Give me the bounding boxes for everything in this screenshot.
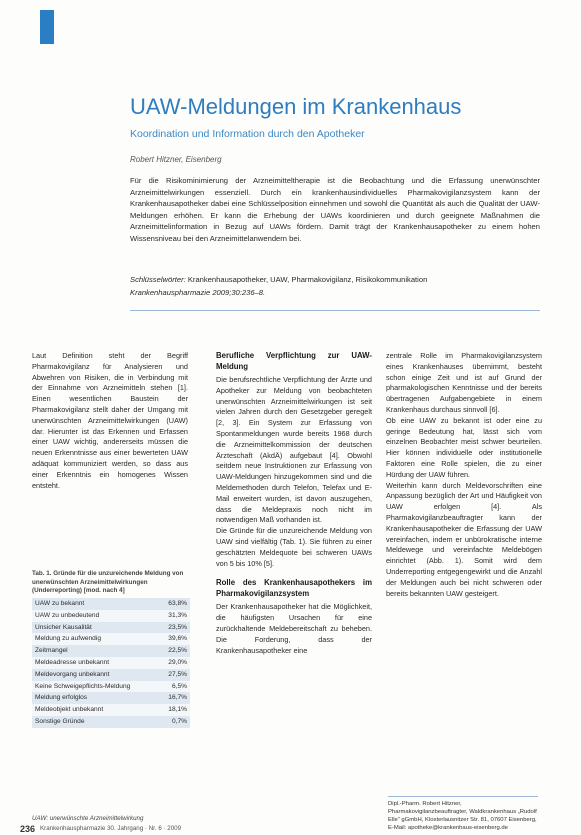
col2-paragraph-1: Die berufsrechtliche Verpflichtung der Ärzte und Apotheker zur Meldung von beobachteten unerwünschten Arzneimittelwirkungen ist seit vielen Jahren durch den Gesetzgeber geregelt [2, 3]. Ein System zur Erfassung von Spontanmeldungen wurde bereits 1968 durch die Arzneimittelkommission der deutschen Ärzteschaft (AkdÄ) aufgebaut [4]. Obwohl seitdem neue Instruktionen zur Erfassung von UAW-Meldungen hinzugekommen sind und die Meldemethoden durch Telefon, Telefax und E-Mail erweitert wurden, ist davon auszugehen, dass die Meldepraxis noch nicht im notwendigen Maß vorhanden ist. <box>216 375 372 525</box>
table-row <box>32 633 190 645</box>
journal-footer: Krankenhauspharmazie 30. Jahrgang · Nr. 6 · 2009 <box>40 825 182 832</box>
section-heading-obligation: Berufliche Verpflichtung zur UAW-Meldung <box>216 351 372 371</box>
header-divider <box>130 310 540 311</box>
table-cell-percent: 22,5% <box>168 647 187 655</box>
author-address: Dipl.-Pharm. Robert Hitzner, Pharmakovigilanzbeauftragter, Waldkrankenhaus „Rudolf Elle“ gGmbH, Klosterlausnitzer Str. 81, 07607 Eisenberg, E-Mail: apotheke@krankenhaus-eisenberg.de <box>388 801 537 831</box>
col3-paragraph-3: Weiterhin kann durch Meldevorschriften eine Anpassung bezüglich der Art und Häufigkeit von UAW erfolgen [4]. Als Pharmakovigilanzbeauftragter kann der Krankenhausapotheker die Erfassung der UAW vereinfachen, indem er unbürokratische interne Meldewege und vereinfachte Meldebögen einrichtet (Abb. 1). Somit wird dem Underreporting entgegengewirkt und die Anzahl der Meldungen auch bei nicht schweren oder bereits bekannten UAW gesteigert. <box>386 480 542 598</box>
section-marker-bar <box>40 10 54 44</box>
article-keywords <box>130 274 540 286</box>
table-cell-percent: 23,5% <box>168 623 187 631</box>
article-abstract: Für die Risikominimierung der Arzneimitteltherapie ist die Beobachtung und die Erfassung unerwünschter Arzneimittelwirkungen essenziell. Durch ein krankenhausindividuelles Pharmakovigilanzsystem kann der Krankenhausapotheker dabei eine Schlüsselposition einnehmen und sowohl die Quantität als auch die Qualität der UAW-Meldungen erhöhen. Er kann die Erhebung der UAWs koordinieren und durch geeignete Maßnahmen die Arzneimittelinformation in Bezug auf UAWs fördern. Damit trägt der Krankenhausapotheker zu einem hohen Wissensniveau bei den Arzneimittelanwendern bei. <box>130 176 540 243</box>
table-cell-percent: 31,3% <box>168 611 187 619</box>
section-heading-role: Rolle des Krankenhausapothekers im Pharmakovigilanzsystem <box>216 578 372 598</box>
table-row <box>32 622 190 634</box>
article-title: UAW-Meldungen im Krankenhaus <box>130 94 462 119</box>
table-cell-reason: Meldung zu aufwendig <box>35 635 101 643</box>
table-row <box>32 645 190 657</box>
col3-paragraph-1: zentrale Rolle im Pharmakovigilanzsystem eines Krankenhauses übernimmt, besteht schon einige Zeit und ist auf Grund der pharmakologischen Kenntnisse und der bereits übertragenen Aufgabengebiete in einem Krankenhaus durchaus sinnvoll [6]. <box>386 351 542 414</box>
table-cell-reason: UAW zu unbedeutend <box>35 611 100 619</box>
table-row <box>32 716 190 728</box>
address-divider <box>388 796 538 797</box>
table-cell-reason: Sonstige Gründe <box>35 717 85 725</box>
page-number: 236 <box>20 824 36 834</box>
table-row <box>32 657 190 669</box>
table-cell-reason: Meldeobjekt unbekannt <box>35 706 104 714</box>
article-subtitle: Koordination und Information durch den Apotheker <box>130 128 365 140</box>
table-caption: Tab. 1. Gründe für die unzureichende Meldung von unerwünschten Arzneimittelwirkungen (Underreporting) [mod. nach 4] <box>32 570 184 595</box>
table-note: UAW: unerwünschte Arzneimittelwirkung <box>32 815 144 822</box>
table-row <box>32 598 190 610</box>
article-author: Robert Hitzner, Eisenberg <box>130 155 222 164</box>
table-cell-percent: 63,8% <box>168 600 187 607</box>
keywords-label: Schlüsselwörter: <box>130 275 186 284</box>
table-cell-reason: Meldeadresse unbekannt <box>35 658 110 666</box>
col2-paragraph-3: Der Krankenhausapotheker hat die Möglichkeit, die häufigsten Ursachen für eine zurückhaltende Meldebereitschaft zu beheben. Die Forderung, dass der Krankenhausapotheker eine <box>216 602 372 655</box>
table-cell-reason: Keine Schweigepflichts-Meldung <box>35 682 131 690</box>
column-1 <box>32 351 188 491</box>
table-row <box>32 692 190 704</box>
table-cell-percent: 39,6% <box>168 635 187 643</box>
col1-paragraph: Laut Definition steht der Begriff Pharmakovigilanz für Analysieren und Abwehren von Risiken, die in Verbindung mit der Einnahme von Arzneimitteln stehen [1]. Einen wesentlichen Baustein der Pharmakovigilanz stellt daher der Umgang mit unerwünschten Arzneimittelwirkungen (UAW) dar. Hierunter ist das Erkennen und Erfassen einer UAW wichtig, andererseits müssen die neuen Erkenntnisse aus einer bewerteten UAW adäquat kommuniziert werden, so dass aus einer Erkenntnis ein homogenes Wissen entsteht. <box>32 351 188 490</box>
table-row <box>32 704 190 716</box>
table-cell-reason: Unsicher Kausalität <box>35 623 92 631</box>
col2-paragraph-2: Die Gründe für die unzureichende Meldung von UAW sind vielfältig (Tab. 1). Sie führen zu einer geschätzten Meldequote bei schweren UAWs von 5 bis 10% [5]. <box>216 526 372 568</box>
column-2 <box>216 351 372 656</box>
column-3 <box>386 351 542 599</box>
col3-paragraph-2: Ob eine UAW zu bekannt ist oder eine zu geringe Bedeutung hat, lässt sich vom einzelnen Beobachter meist schwer beurteilen. Hier können individuelle oder institutionelle Faktoren eine Rolle spielen, die zu einer Hürdung der UAW führen. <box>386 415 542 479</box>
table-cell-percent: 29,0% <box>168 658 187 666</box>
table-row <box>32 681 190 693</box>
table-cell-percent: 6,5% <box>171 682 187 690</box>
table-cell-percent: 0,7% <box>171 717 187 725</box>
keywords-text: Krankenhausapotheker, UAW, Pharmakovigilanz, Risikokommunikation <box>187 275 428 284</box>
table-row <box>32 669 190 681</box>
table-cell-percent: 27,5% <box>168 670 187 678</box>
table-cell-reason: Meldevorgang unbekannt <box>35 670 110 678</box>
table-cell-percent: 16,7% <box>168 694 187 702</box>
underreporting-table <box>32 598 190 728</box>
table-cell-reason: Zeitmangel <box>35 647 68 655</box>
table-cell-reason: Meldung erfolglos <box>35 694 88 702</box>
table-cell-reason: UAW zu bekannt <box>35 600 85 607</box>
table-row <box>32 610 190 622</box>
table-cell-percent: 18,1% <box>168 706 187 714</box>
article-citation: Krankenhauspharmazie 2009;30:236–8. <box>130 288 266 297</box>
